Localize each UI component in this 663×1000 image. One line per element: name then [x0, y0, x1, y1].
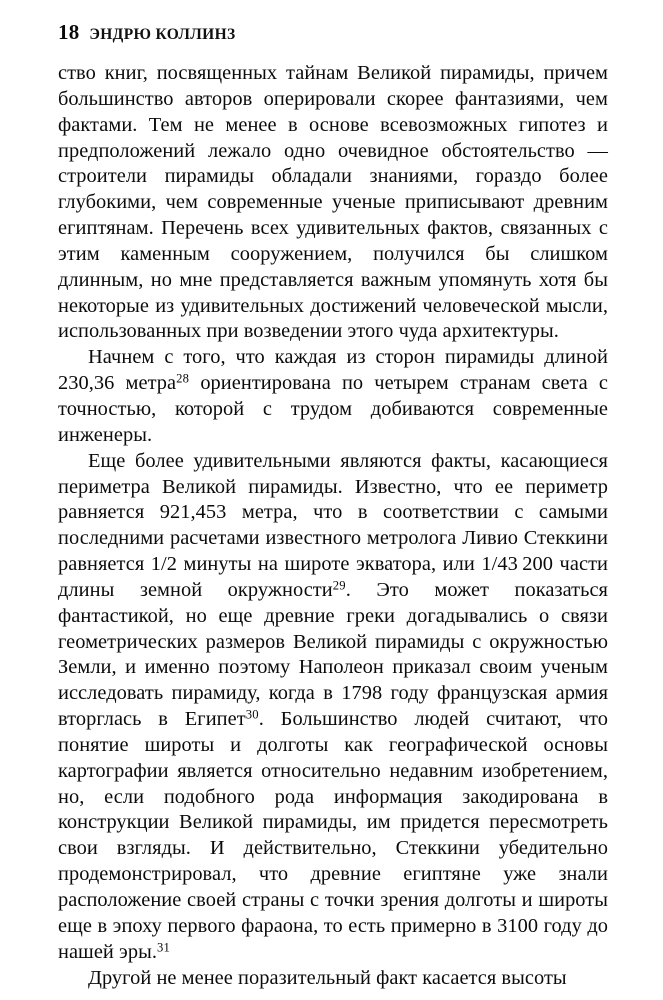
paragraph-3-text-part-1b: 200 части длины земной окружности	[58, 553, 608, 601]
paragraph-1-text: ство книг, посвященных тайнам Великой пирамиды, причем большинство авторов оперировали скорее фантазиями, чем фактами. Тем не менее в основе всевозможных гипотез и предположений лежало одно очевидное обстоятельство — строители пирамиды обладали знаниями, гораздо более глубокими, чем современные ученые приписывают древним египтянам. Перечень всех удивительных фактов, связанных с этим каменным сооружением, получился бы слишком длинным, но мне представляется важным упомянуть хотя бы некоторые из удивительных достижений человеческой мысли, использованных при возведении этого чуда архитектуры.	[58, 62, 608, 343]
paragraph-1	[58, 61, 608, 345]
footnote-marker-28[interactable]: 28	[176, 371, 190, 386]
running-head-author: ЭНДРЮ КОЛЛИНЗ	[89, 26, 236, 43]
paragraph-3-text-part-1: Еще более удивительными являются факты, касающиеся периметра Великой пирамиды. Известно, что ее периметр равняется 921,453 метра, что в соответствии с самыми последними расчетами известного метролога Ливио Стеккини равняется 1/2 минуты на широте экватора, или 1/43	[58, 449, 608, 576]
body-text-block	[58, 61, 608, 991]
footnote-marker-30[interactable]: 30	[245, 707, 259, 722]
paragraph-4	[58, 966, 608, 992]
paragraph-3-text-part-3: . Большинство людей считают, что понятие широты и долготы как географической основы картографии является относительно недавним изобретением, но, если подобного рода информация закодирована в конструкции Великой пирамиды, им придется пересмотреть свои взгляды. И действительно, Стеккини убедительно продемонстрировал, что древние египтяне уже знали расположение своей страны с точки зрения долготы и широты еще в эпоху первого фараона, то есть примерно в 3100 году до нашей эры.	[58, 708, 608, 963]
paragraph-4-text: Другой не менее поразительный факт касается высоты	[88, 966, 567, 989]
running-head	[58, 22, 236, 43]
paragraph-2-text-part-1: Начнем с того, что каждая из сторон пирамиды длиной 230,36 метра	[58, 346, 608, 395]
footnote-marker-29[interactable]: 29	[332, 578, 346, 593]
footnote-marker-31[interactable]: 31	[156, 940, 170, 955]
paragraph-3-text-part-2: . Это может показаться фантастикой, но еще древние греки догадывались о связи геометрических размеров Великой пирамиды с окружностью Земли, и именно поэтому Наполеон приказал своим ученым исследовать пирамиду, когда в 1798 году французская армия вторглась в Египет	[58, 578, 608, 731]
paragraph-2	[58, 345, 608, 448]
paragraph-2-text-part-2: ориентирована по четырем странам света с точностью, которой с трудом добиваются современные инженеры.	[58, 372, 608, 446]
paragraph-3	[58, 449, 608, 966]
page-number: 18	[58, 20, 80, 44]
